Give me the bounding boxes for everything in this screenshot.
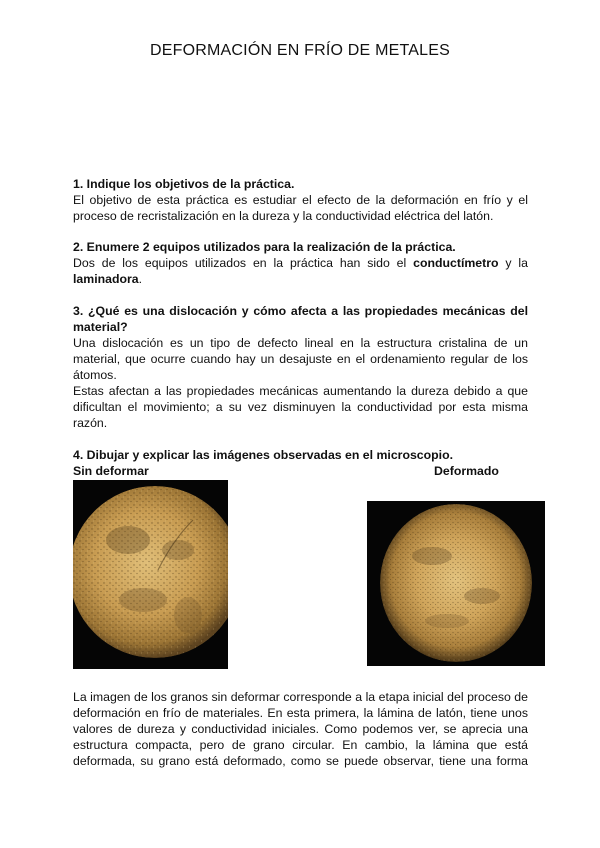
question-1 — [73, 176, 528, 224]
question-2-answer — [73, 255, 528, 287]
explanation-text: La imagen de los granos sin deformar corresponde a la etapa inicial del proceso de deformación en frío de materiales. En esta primera, la lámina de latón, tiene unos valores de dureza y conductividad iniciales. Como podemos ver, se aprecia una estructura compacta, pero de grano circular. En cambio, la lámina que está deformada, su grano está deformado, como se puede observar, tiene una forma — [73, 690, 528, 768]
question-2 — [73, 239, 528, 287]
label-deformed: Deformado — [434, 464, 499, 478]
question-3-heading: 3. ¿Qué es una dislocación y cómo afecta a las propiedades mecánicas del material? — [73, 304, 528, 334]
question-3-answer-1: Una dislocación es un tipo de defecto lineal en la estructura cristalina de un material, que ocurre cuando hay un desajuste en el ordenamiento regular de los átomos. — [73, 336, 528, 382]
micrograph-deformed-svg — [367, 501, 545, 666]
image-labels — [73, 463, 528, 479]
microscope-image-undeformed — [73, 480, 228, 669]
question-3 — [73, 303, 528, 431]
explanation — [73, 689, 528, 769]
answer-end: . — [138, 272, 143, 286]
question-4-heading: 4. Dibujar y explicar las imágenes observadas en el microscopio. — [73, 448, 454, 462]
microscope-image-deformed — [367, 501, 545, 666]
term-laminadora: laminadora — [73, 272, 139, 286]
page-title: DEFORMACIÓN EN FRÍO DE METALES — [150, 42, 450, 59]
question-4 — [73, 447, 528, 479]
answer-connector: y la — [498, 256, 528, 270]
term-conductimetro: conductímetro — [413, 256, 499, 270]
question-1-heading: 1. Indique los objetivos de la práctica. — [73, 177, 295, 191]
question-3-answer-2: Estas afectan a las propiedades mecánicas aumentando la dureza debido a que dificultan el movimiento; a su vez disminuyen la conductividad por esta misma razón. — [73, 384, 528, 430]
answer-text: Dos de los equipos utilizados en la práctica han sido el — [73, 256, 414, 270]
question-1-answer: El objetivo de esta práctica es estudiar el efecto de la deformación en frío y el proceso de recristalización en la dureza y la conductividad eléctrica del latón. — [73, 193, 528, 223]
micrograph-undeformed-svg — [73, 480, 228, 669]
question-2-heading: 2. Enumere 2 equipos utilizados para la realización de la práctica. — [73, 240, 456, 254]
label-undeformed: Sin deformar — [73, 464, 149, 478]
